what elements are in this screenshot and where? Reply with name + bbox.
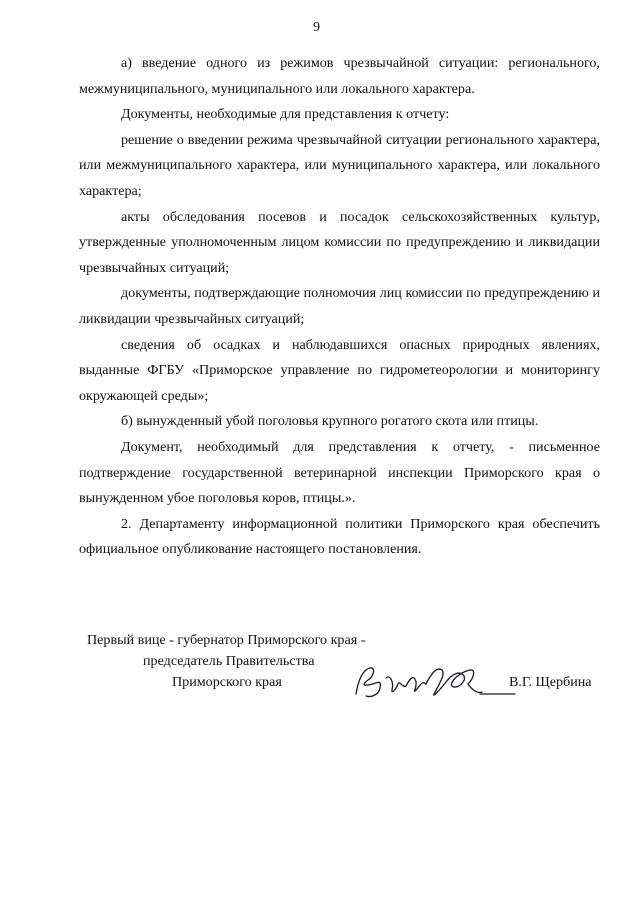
paragraph-decision: решение о введении режима чрезвычайной ситуации регионального характера, или межмуниципального характера, или муниципального характера, или локального характера; xyxy=(79,131,600,199)
page-number: 9 xyxy=(313,20,320,35)
paragraph-inspection-acts: акты обследования посевов и посадок сельскохозяйственных культур, утвержденные уполномоченным лицом комиссии по предупреждению и ликвидации чрезвычайных ситуаций; xyxy=(79,208,600,276)
paragraph-publication: 2. Департаменту информационной политики Приморского края обеспечить официальное опубликование настоящего постановления. xyxy=(79,515,600,558)
signature-block xyxy=(0,630,633,710)
signatory-name: В.Г. Щербина xyxy=(509,674,592,690)
paragraph-item-b: б) вынужденный убой поголовья крупного рогатого скота или птицы. xyxy=(121,413,539,430)
signatory-title-line3: Приморского края xyxy=(172,674,282,690)
handwritten-signature xyxy=(352,660,517,705)
document-body xyxy=(79,51,600,563)
paragraph-item-a: а) введение одного из режимов чрезвычайной ситуации: регионального, межмуниципального, муниципального или локального характера. xyxy=(79,55,600,97)
paragraph-vet-confirmation: Документ, необходимый для представления к отчету, - письменное подтверждение государственной ветеринарной инспекции Приморского края о вынужденном убое поголовья коров, птицы.». xyxy=(79,438,600,507)
paragraph-authority-documents: документы, подтверждающие полномочия лиц комиссии по предупреждению и ликвидации чрезвычайных ситуаций; xyxy=(79,285,600,327)
paragraph-weather-data: сведения об осадках и наблюдавшихся опасных природных явлениях, выданные ФГБУ «Приморское управление по гидрометеорологии и мониторингу окружающей среды»; xyxy=(79,336,600,404)
signatory-title-line2: председатель Правительства xyxy=(143,653,315,669)
signatory-title-line1: Первый вице - губернатор Приморского края - xyxy=(87,632,366,648)
paragraph-documents-heading: Документы, необходимые для представления к отчету: xyxy=(121,106,450,123)
